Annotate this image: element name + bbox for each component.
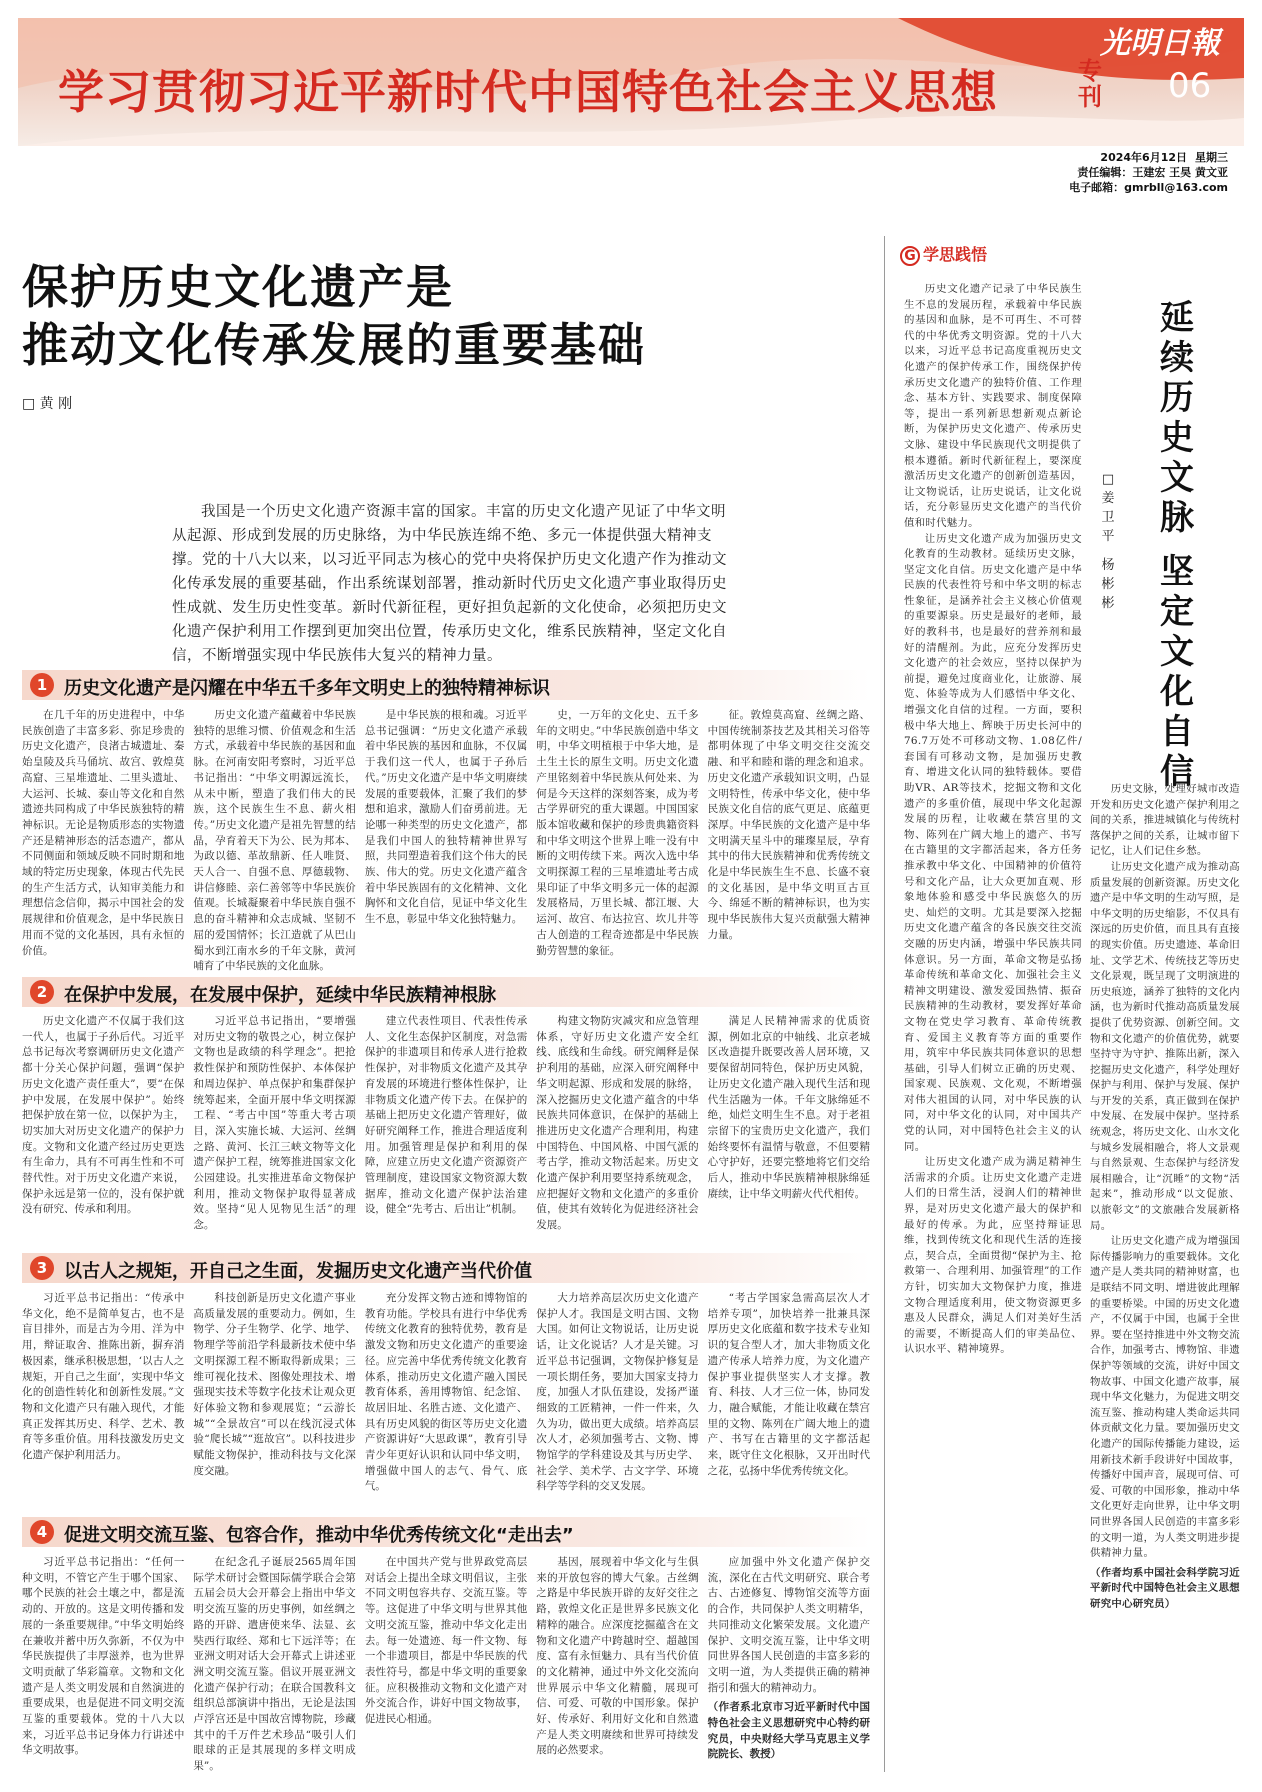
section-title: 促进文明交流互鉴、包容合作，推动中华优秀传统文化“走出去” — [64, 1525, 574, 1546]
sidebar-text-column-2 — [1090, 782, 1240, 1772]
section-body-3 — [22, 1291, 870, 1513]
text-column: “考古学国家急需高层次人才培养专项”，加快培养一批兼具深厚历史文化底蕴和数字技术专业知识的复合型人才，加大非物质文化遗产传承人培养力度，为文化遗产保护事业提供坚实人才支撑。教育、科技、人才三位一体，协同发力，融合赋能，才能让收藏在禁宫里的文物、陈列在广阔大地上的遗产、书写在古籍里的文字都活起来，既守住文化根脉，又开出时代之花，弘扬中华优秀传统文化。 — [707, 1292, 871, 1477]
text-column: 科技创新是历史文化遗产事业高质量发展的重要动力。例如，生物学、分子生物学、化学、地学、物理学等前沿学科最新技术使中华文明探源工程不断取得新成果；三维可视化技术、图像处理技术、增强现实技术等数字化技术让观众更好体验文物和参观展览；“云游长城”“全景故宫”可以在线沉浸式体验“爬长城”“逛故宫”。以科技进步赋能文物保护，推动科技与文化深度交融。 — [193, 1292, 356, 1477]
section-number-badge: 1 — [30, 673, 54, 697]
text-paragraph: 让历史文化遗产成为增强国际传播影响力的重要载体。文化遗产是人类共同的精神财富，也是联结不同文明、增进彼此理解的重要桥梁。中国的历史文化遗产，不仅属于中国，也属于全世界。要在坚持推进中外文物交流合作，加强考古、博物馆、非遗保护等领域的交流，讲好中国文物故事、中国文化遗产故事，展现中华文化魅力，为促进文明交流互鉴、推动构建人类命运共同体贡献文化力量。要加强历史文化遗产的国际传播能力建设，运用新技术新手段讲好中国故事，传播好中国声音，展现可信、可爱、可敬的中国形象，推动中华文化更好走向世界，让中华文明同世界各国人民创造的丰富多彩的文明一道，为人类文明进步提供精神力量。 — [1090, 1235, 1240, 1560]
section-title: 以古人之规矩，开自己之生面，发掘历史文化遗产当代价值 — [64, 1261, 532, 1282]
text-column: 满足人民精神需求的优质资源，例如北京的中轴线、北京老城区改造提升既要改善人居环境，又要保留胡同特色，保护历史风貌，让历史文化遗产融入现代生活和现代生活融为一体。千年文脉绵延不绝，灿烂文明生生不息。对于老祖宗留下的宝贵历史文化遗产，我们始终要怀有温情与敬意，不但要精心守护好，还要完整地将它们交给后人，推动中华民族精神根脉绵延赓续，让中华文明薪火代代相传。 — [707, 1015, 871, 1200]
article-byline: □ 黄 刚 — [22, 396, 73, 412]
column-logo-icon: G — [900, 246, 920, 266]
banner-title: 学习贯彻习近平新时代中国特色社会主义思想 — [58, 65, 998, 119]
text-column — [708, 1555, 870, 1777]
sidebar-author-2: 杨彬彬 — [1101, 558, 1115, 611]
sidebar-text-column-1 — [904, 282, 1082, 1772]
text-column: 基因，展现着中华文化与生俱来的开放包容的博大气象。古丝绸之路是中华民族开辟的友好交往之路，敦煌文化正是世界多民族文化精粹的融合。应深度挖掘蕴含在文物和文化遗产中跨越时空、超越国度、富有永恒魅力、具有当代价值的文化精神，通过中外文化交流向世界展示中华文化精髓，展现可信、可爱、可敬的中国形象。保护好、传承好、利用好文化和自然遗产是人类文明赓续和世界可持续发展的必然要求。 — [536, 1556, 699, 1757]
column-divider — [884, 236, 885, 1772]
masthead-logo: 光明日報 — [1100, 26, 1220, 61]
text-paragraph: 让历史文化遗产成为推动高质量发展的创新资源。历史文化遗产是中华文明的生动写照，是中华文明的历史缩影，不仅具有深远的历史价值，而且具有直接的现实价值。历史遗迹、革命旧址、文学艺术、传统技艺等历史文化景观，既呈现了文明演进的历史痕迹，涵养了独特的文化内涵，也为新时代推动高质量发展提供了优势资源、创新空间。文物和文化遗产的价值优势，就要坚持守为守护、推陈出新，深入挖掘历史文化遗产，科学处理好保护与利用、保护与发展、保护与开发的关系，真正做到在保护中发展、在发展中保护。坚持系统观念，将历史文化、山水文化与城乡发展相融合，将人文景观与自然景观、生态保护与经济发展相融合，让“沉睡”的文物“活起来”，推动形成“以文促旅、以旅彰文”的文旅融合发展新格局。 — [1090, 860, 1240, 1232]
text-paragraph: 应加强中外文化遗产保护交流，深化在古代文明研究、联合考古、古迹修复、博物馆交流等方面的合作，共同保护人类文明精华，共同推动文化繁荣发展。文化遗产保护、文明交流互鉴，让中华文明同世界各国人民创造的丰富多彩的文明一道，为人类提供正确的精神指引和强大的精神动力。 — [707, 1556, 871, 1694]
section-number-badge: 4 — [30, 1520, 54, 1544]
author-note: （作者均系中国社会科学院习近平新时代中国特色社会主义思想研究中心研究员） — [1090, 1566, 1240, 1610]
text-column: 充分发挥文物古迹和博物馆的教育功能。学校具有进行中华优秀传统文化教育的独特优势，教育是激发文物和历史文化遗产的重要途径。应完善中华优秀传统文化教育体系，推动历史文化遗产融入国民教育体系，善用博物馆、纪念馆、故居旧址、名胜古迹、文化遗产、具有历史风貌的街区等历史文化遗产资源讲好“大思政课”，教育引导青少年更好认识和认同中华文明，增强做中国人的志气、骨气、底气。 — [364, 1292, 528, 1493]
text-column: 习近平总书记指出：“任何一种文明，不管它产生于哪个国家、哪个民族的社会土壤之中，都是流动的、开放的。这是文明传播和发展的一条重要规律。”中华文明始终在兼收并蓄中历久弥新，不仅为中华民族提供了丰厚滋养，也为世界文明贡献了华彩篇章。文物和文化遗产是人类文明发展和自然演进的重要成果，也是促进不同文明交流互鉴的重要载体。党的十八大以来，习近平总书记身体力行讲述中华文明故事。 — [22, 1556, 185, 1757]
section-title: 历史文化遗产是闪耀在中华五千多年文明史上的独特精神标识 — [64, 678, 550, 699]
section-header-4 — [22, 1517, 870, 1547]
section-number-badge: 3 — [30, 1256, 54, 1280]
text-column: 在几千年的历史进程中，中华民族创造了丰富多彩、弥足珍贵的历史文化遗产，良渚古城遗址、秦始皇陵及兵马俑坑、故宫、敦煌莫高窟、三星堆遗址、二里头遗址、大运河、长城、泰山等文化和自然遗迹共同构成了中华民族独特的精神标识。无论是物质形态的实物遗产还是精神形态的活态遗产，都从不同侧面和领域反映不同时期和地域的特定历史现象，体现古代先民的生产生活方式，认知审美能力和理想信念信仰，揭示中国社会的发展规律和价值观念，是中华民族日用而不觉的文化基因，具有永恒的价值。 — [22, 709, 185, 957]
text-column: 在中国共产党与世界政党高层对话会上提出全球文明倡议，主张不同文明包容共存、交流互鉴。等等。这促进了中华文明与世界其他文明交流互鉴，推动中华文化走出去。每一处遗迹、每一件文物、每一个非遗项目，都是中华民族的代表性符号，都是中华文明的重要象征。应积极推动文物和文化遗产对外交流合作，讲好中国文物故事，促进民心相通。 — [364, 1556, 528, 1726]
text-paragraph: 历史文化遗产记录了中华民族生生不息的发展历程，承载着中华民族的基因和血脉，是不可再生、不可替代的中华优秀文明资源。党的十八大以来，习近平总书记高度重视历史文化遗产的保护传承工作，围绕保护传承历史文化遗产的独特价值、工作理念、基本方针、实践要求、制度保障等，提出一系列新思想新观点新论断，为保护历史文化遗产、传承历史文脉、建设中华民族现代文明提供了根本遵循。新时代新征程上，要深度激活历史文化遗产的创新创造基因，让文物说话，让历史说话，让文化说话，充分彰显历史文化遗产的当代价值和时代魅力。 — [904, 283, 1082, 529]
page-number: 06 — [1168, 66, 1212, 106]
text-column: 建立代表性项目、代表性传承人、文化生态保护区制度，对急需保护的非遗项目和传承人进行抢救性保护，对非物质文化遗产及其孕育发展的环境进行整体性保护，让非物质文化遗产传下去。在保护的基础上把历史文化遗产管理好，做好研究阐释工作，推进合理适度利用。加强管理是保护和利用的保障，应建立历史文化遗产资源资产管理制度，建设国家文物资源大数据库，推动文化遗产保护法治建设，健全“先考古、后出让”机制。 — [364, 1015, 528, 1216]
section-body-4 — [22, 1555, 870, 1777]
section-header-2 — [22, 977, 870, 1007]
banner-special-label: 专刊 — [1078, 57, 1102, 111]
section-number-badge: 2 — [30, 980, 54, 1004]
column-logo — [900, 242, 987, 266]
text-column: 习近平总书记指出，“要增强对历史文物的敬畏之心，树立保护文物也是政绩的科学理念”。把抢救性保护和预防性保护、本体保护和周边保护、单点保护和集群保护统筹起来，全面开展中华文明探源工程、“考古中国”等重大考古项目，深入实施长城、大运河、丝绸之路、黄河、长江三峡文物等文化遗产保护工程，统筹推进国家文化公园建设。扎实推进革命文物保护利用，推动文物保护取得显著成效。坚持“见人见物见生活”的理念。 — [193, 1015, 356, 1232]
text-column: 大力培养高层次历史文化遗产保护人才。我国是文明古国、文物大国。如何让文物说话，让历史说话，让文化说话？人才是关键。习近平总书记强调，文物保护修复是一项长期任务，要加大国家支持力度，加强人才队伍建设，发扬严谨细致的工匠精神，一件一件来，久久为功，做出更大成绩。培养高层次人才，必须加强考古、文物、博物馆学的学科建设及其与历史学、社会学、美术学、古文字学、环境科学等学科的交叉发展。 — [536, 1292, 699, 1493]
headline-line-2: 推动文化传承发展的重要基础 — [22, 318, 646, 372]
pub-editors: 责任编辑：王建宏 王昊 黄文亚 — [1077, 166, 1228, 179]
section-title: 在保护中发展，在发展中保护，延续中华民族精神根脉 — [64, 985, 496, 1006]
section-body-2 — [22, 1014, 871, 1232]
text-column: 在纪念孔子诞辰2565周年国际学术研讨会暨国际儒学联合会第五届会员大会开幕会上指出中华文明交流互鉴的历史事例，如丝绸之路的开辟、遣唐使来华、法显、玄奘西行取经、郑和七下远洋等；在亚洲文明对话大会开幕式上讲述亚洲文明交流互鉴。倡议开展亚洲文化遗产保护行动；在联合国教科文组织总部演讲中指出，无论是法国卢浮宫还是中国故宫博物院，珍藏其中的千万件艺术珍品“吸引人们眼球的正是其展现的多样文明成果”。 — [193, 1556, 356, 1773]
sidebar-author-1: □ 姜卫平 — [1101, 472, 1115, 544]
section-header-3 — [22, 1253, 870, 1283]
text-column: 是中华民族的根和魂。习近平总书记强调：“历史文化遗产承载着中华民族的基因和血脉，不仅属于我们这一代人，也属于子孙后代。”历史文化遗产是中华文明赓续发展的重要载体，汇聚了我们的梦想和追求，激励人们奋勇前进。无论哪一种类型的历史文化遗产，都是我们中国人的独特精神世界写照，共同塑造着我们这个伟大的民族、伟大的党。历史文化遗产蕴含着中华民族固有的文化精神、文化胸怀和文化自信，见证中华文化生生不息，彰显中华文化独特魅力。 — [364, 709, 528, 926]
text-column: 史，一万年的文化史、五千多年的文明史。”中华民族创造中华文明，中华文明植根于中华大地，是土生土长的原生文明。历史文化遗产里铭刻着中华民族从何处来、为何是今天这样的深刻答案，成为考古学界研究的重大课题。中国国家版本馆收藏和保护的珍贵典籍资料和中华文明这个世界上唯一没有中断的文明传续下来。两次入选中华文明探源工程的三星堆遗址考古成果印证了中华文明多元一体的起源发展格局，万里长城、都江堰、大运河、故宫、布达拉宫、坎儿井等古人创造的工程奇迹都是中华民族勤劳智慧的象征。 — [536, 709, 699, 957]
publication-info — [1069, 150, 1228, 195]
text-column: 构建文物防灾减灾和应急管理体系，守好历史文化遗产安全红线、底线和生命线。研究阐释是保护利用的基础，应深入研究阐释中华文明起源、形成和发展的脉络，深入挖掘历史文化遗产蕴含的中华民族共同体意识，在保护的基础上推进历史文化遗产合理利用，构建中国特色、中国风格、中国气派的考古学，推动文物活起来。历史文化遗产保护利用要坚持系统观念，应把握好文物和文化遗产的多重价值，使其有效转化为促进经济社会发展。 — [536, 1015, 699, 1232]
column-logo-label: 学思践悟 — [923, 245, 988, 264]
text-column: 历史文化遗产不仅属于我们这一代人，也属于子孙后代。习近平总书记每次考察调研历史文化遗产都十分关心保护问题，强调“保护历史文化遗产责任重大”，要“在保护中发展，在发展中保护”。始终把保护放在第一位，以保护为主，切实加大对历史文化遗产的保护力度。文物和文化遗产经过历史更迭有生命力，具有不可再生性和不可替代性。对于历史文化遗产来说，保护永远是第一位的，没有保护就没有研究、传承和利用。 — [22, 1015, 185, 1216]
author-note: （作者系北京市习近平新时代中国特色社会主义思想研究中心特约研究员，中央财经大学马克思主义学院院长、教授） — [707, 1701, 871, 1761]
banner — [18, 18, 1244, 146]
sidebar-title — [1151, 298, 1203, 792]
text-paragraph: 让历史文化遗产成为加强历史文化教育的生动教材。延续历史文脉，坚定文化自信。历史文化遗产是中华民族的代表性符号和中华文明的标志性象征，是涵养社会主义核心价值观的重要源泉。历史是最好的老师，最好的教科书，也是最好的营养剂和最好的清醒剂。为此，应充分发挥历史文化遗产的社会效应，坚持以保护为前提，避免过度商业化，让旅游、展览、体验等成为人们感悟中华文化、增强文化自信的过程。一方面，要积极中华大地上、辉映于历史长河中的76.7万处不可移动文物、1.08亿件/套国有可移动文物，是加强历史教育、增进文化认同的独特载体。要借助VR、AR等技术，挖掘文物和文化遗产的多重价值，展现中华文化起源发展的历程，让收藏在禁宫里的文物、陈列在广阔大地上的遗产、书写在古籍里的文字都活起来，各方任务推承教中华文化、中国精神的价值符号和文化产品，让大众更加直观、形象地体验和感受中华民族悠久的历史、灿烂的文明。尤其是要深入挖掘历史文化遗产蕴含的各民族交往交流交融的历史内涵，增强中华民族共同体意识。另一方面，革命文物是弘扬革命传统和革命文化、加强社会主义精神文明建设、激发爱国热情、振奋民族精神的生动教材，要发挥好革命文物在党史学习教育、革命传统教育、爱国主义教育等方面的重要作用，筑牢中华民族共同体意识的思想基础，引导人们树立正确的历史观、国家观、民族观、文化观，不断增强对伟大祖国的认同，对中华民族的认同，对中华文化的认同，对中国共产党的认同，对中国特色社会主义的认同。 — [904, 532, 1082, 1153]
sidebar-title-line-2: 坚定文化自信 — [1160, 552, 1194, 792]
text-column: 历史文化遗产蕴藏着中华民族独特的思维习惯、价值观念和生活方式，承载着中华民族的基因和血脉。在河南安阳考察时，习近平总书记指出：“中华文明源远流长，从未中断，塑造了我们伟大的民族，这个民族生生不息、薪火相传。”历史文化遗产是祖先智慧的结晶，孕育着天下为公、民为邦本、为政以德、革故鼎新、任人唯贤、天人合一、自强不息、厚德载物、讲信修睦、亲仁善邻等中华民族价值观。长城凝聚着中华民族自强不息的奋斗精神和众志成城、坚韧不屈的爱国情怀；长江造就了从巴山蜀水到江南水乡的千年文脉，黄河哺育了中华民族的文化血脉。 — [193, 709, 356, 973]
pub-weekday: 星期三 — [1195, 151, 1228, 164]
article-headline — [22, 258, 646, 374]
sidebar-title-line-1: 延续历史文脉 — [1160, 298, 1194, 538]
pub-date: 2024年6月12日 — [1100, 151, 1187, 164]
text-column: 习近平总书记指出：“传承中华文化，绝不是简单复古，也不是盲目排外，而是古为今用、洋为中用，辩证取舍、推陈出新，摒弃消极因素，继承积极思想，‘以古人之规矩，开自己之生面’，实现中华文化的创造性转化和创新性发展。”文物和文化遗产只有融入现代，才能真正发挥其历史、科学、艺术、教育等多重价值。用科技激发历史文化遗产保护利用活力。 — [22, 1292, 185, 1462]
section-body-1 — [22, 708, 871, 973]
pub-email: 电子邮箱：gmrbll@163.com — [1069, 181, 1228, 194]
text-column: 征。敦煌莫高窟、丝绸之路、中国传统制茶技艺及其相关习俗等都明体现了中华文明交往交流交融、和平和睦和谐的理念和追求。历史文化遗产承载知识文明，凸显文明特性，传承中华文化，使中华民族文化自信的底气更足、底蕴更深厚。中华民族的文化遗产是中华文明满天星斗中的璀璨星辰，孕育其中的伟大民族精神和优秀传统文化是中华民族生生不息、长盛不衰的文化基因，是中华文明亘古亘今、绵延不断的精神标识，也为实现中华民族伟大复兴贡献强大精神力量。 — [707, 709, 871, 941]
text-paragraph: 历史文脉，处理好城市改造开发和历史文化遗产保护利用之间的关系，推进城镇化与传统村落保护之间的关系，让城市留下记忆，让人们记住乡愁。 — [1090, 783, 1240, 858]
section-header-1 — [22, 670, 870, 700]
sidebar-authors — [1098, 470, 1118, 613]
article-lede: 我国是一个历史文化遗产资源丰富的国家。丰富的历史文化遗产见证了中华文明从起源、形成到发展的历史脉络，为中华民族连绵不绝、多元一体提供强大精神支撑。党的十八大以来，以习近平同志为核心的党中央将保护历史文化遗产作为推动文化传承发展的重要基础，作出系统谋划部署，推动新时代历史文化遗产事业取得历史性成就、发生历史性变革。新时代新征程，更好担负起新的文化使命，必须把历史文化遗产保护利用工作摆到更加突出位置，传承历史文化，维系民族精神，坚定文化自信，不断增强实现中华民族伟大复兴的精神力量。 — [172, 504, 727, 664]
text-paragraph: 让历史文化遗产成为满足精神生活需求的介质。让历史文化遗产走进人们的日常生活，浸润人们的精神世界，是对历史文化遗产最大的保护和最好的传承。为此，应坚持辩证思维，找到传统文化和现代生活的连接点，契合点，全面贯彻“保护为主、抢救第一、合理利用、加强管理”的工作方针，切实加大文物保护力度，推进文物合理适度利用，使文物资源更多惠及人民群众，满足人们对美好生活的需要，不断提高人们的审美品位、认识水平、精神境界。 — [904, 1156, 1082, 1356]
headline-line-1: 保护历史文化遗产是 — [22, 260, 454, 314]
